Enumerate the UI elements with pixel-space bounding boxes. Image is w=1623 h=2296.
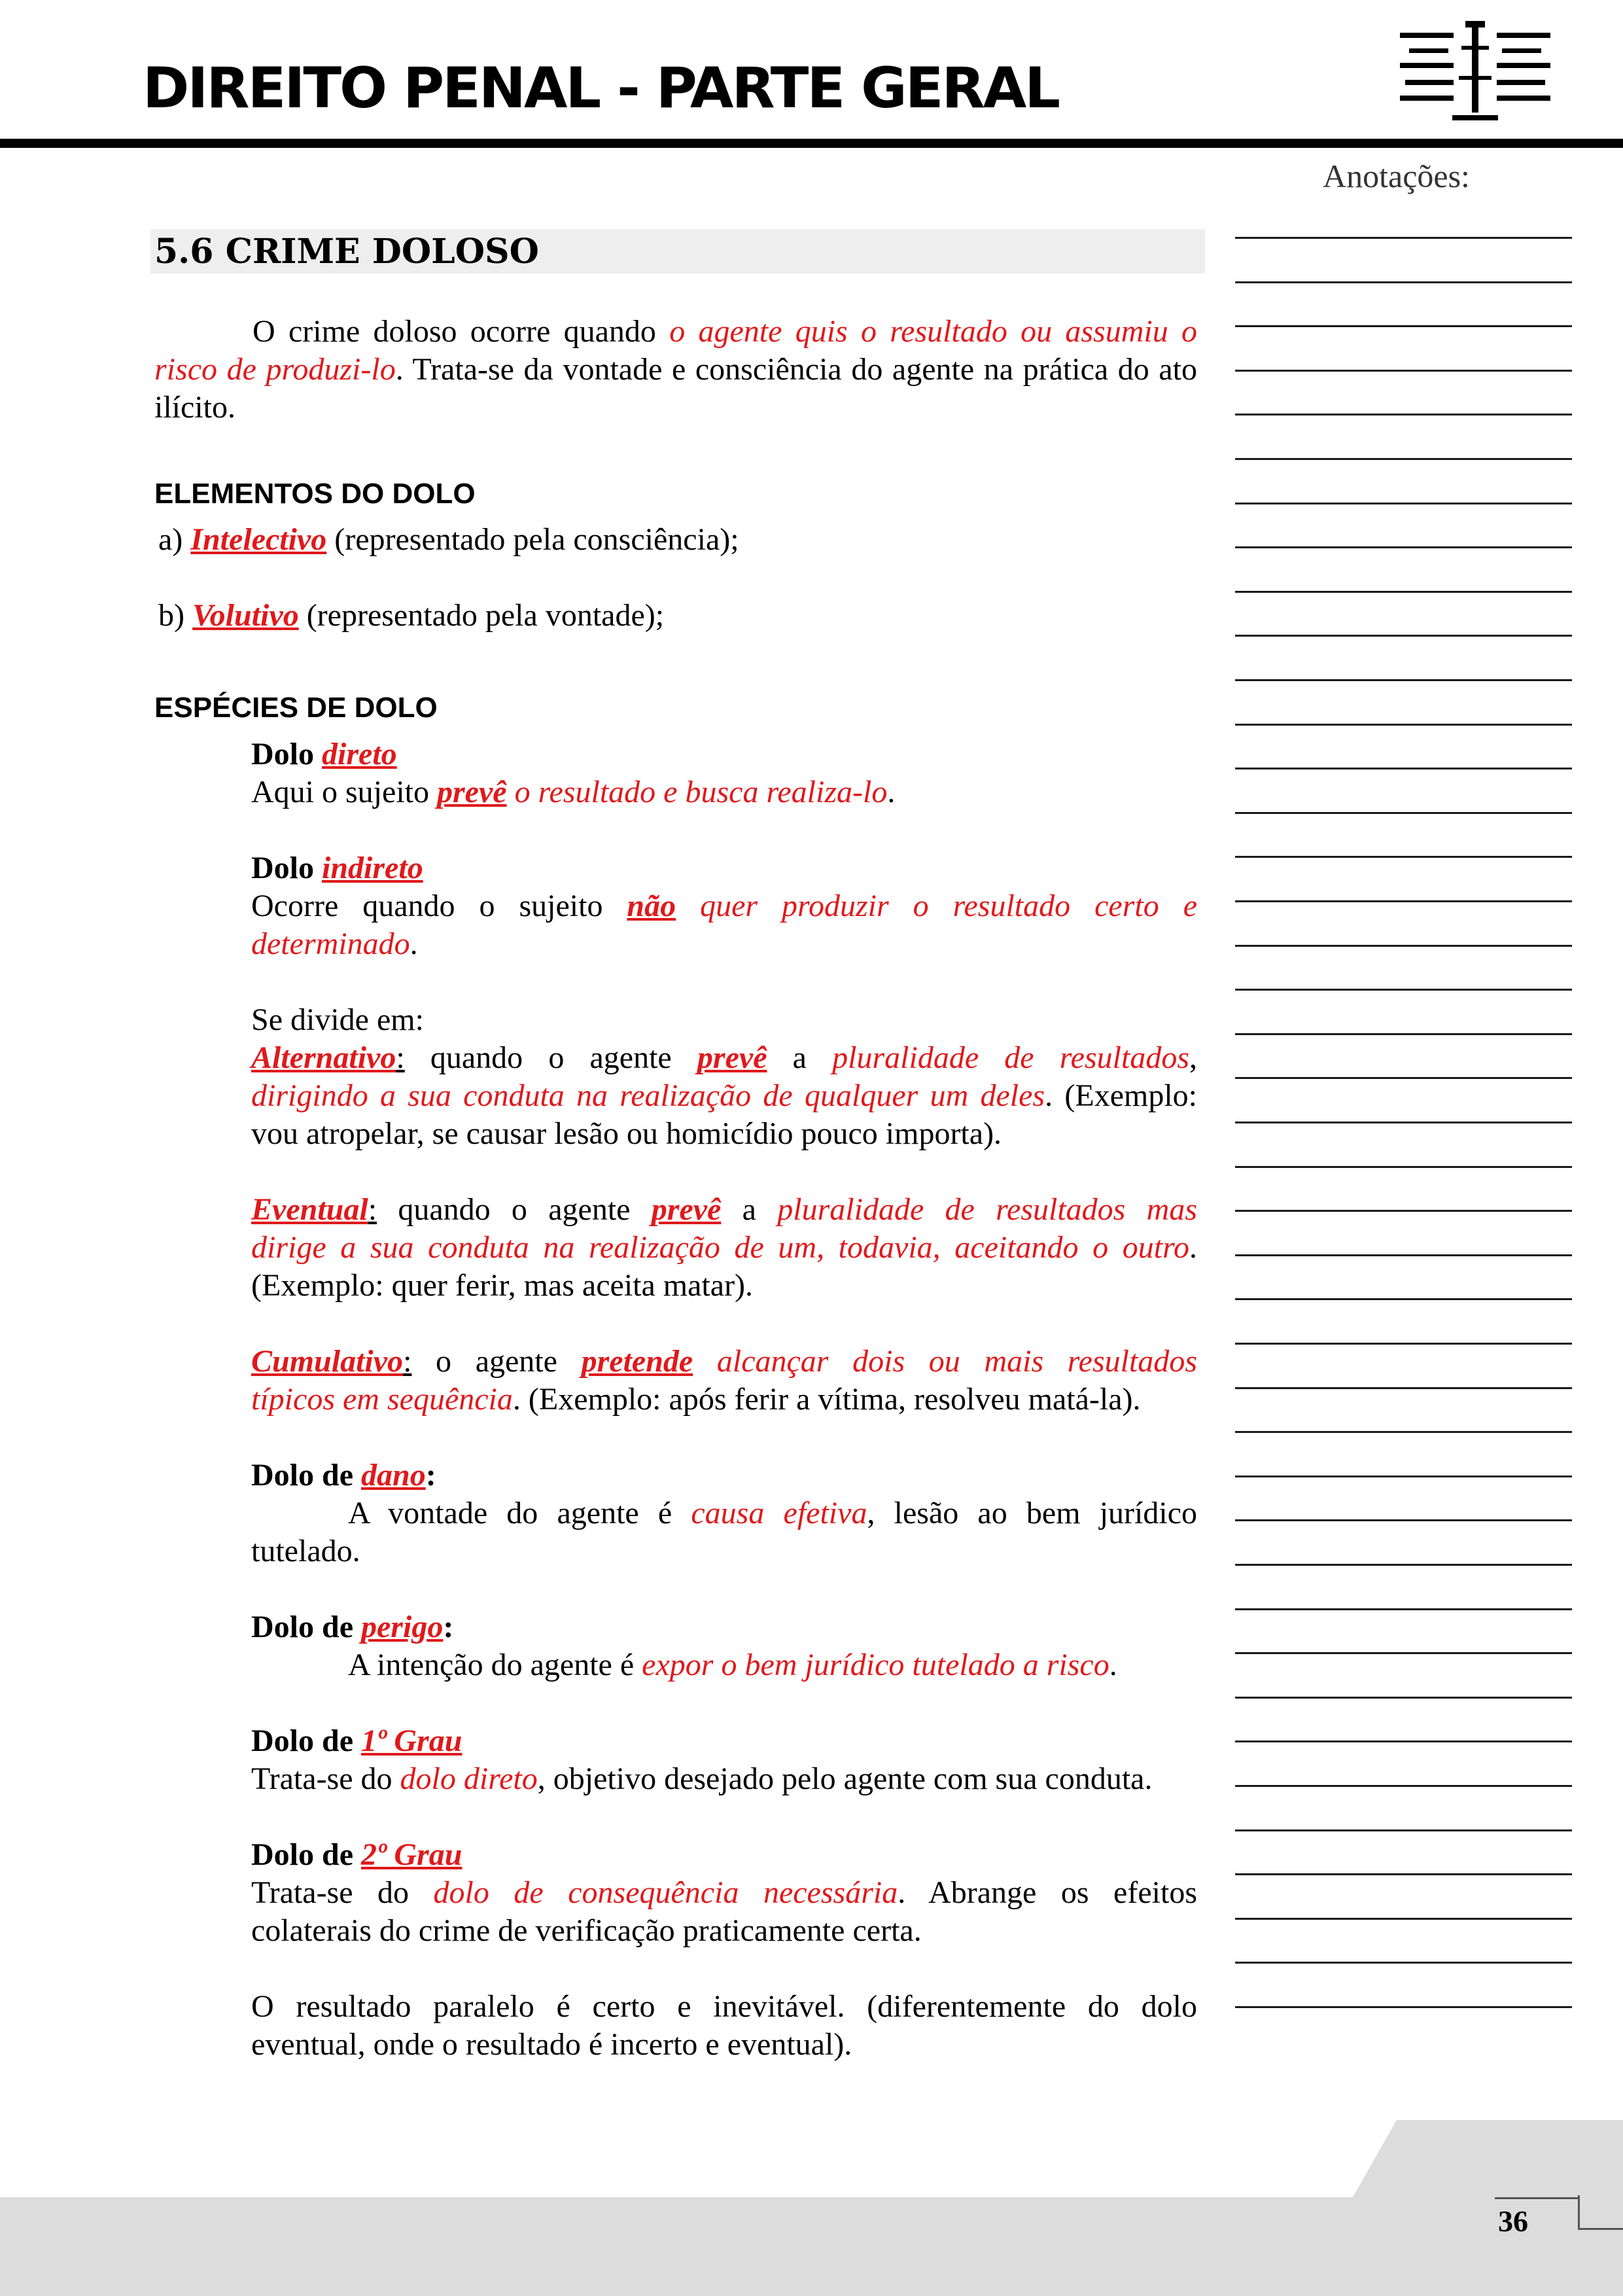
notes-line	[1235, 1210, 1572, 1212]
page-number: 36	[1498, 2204, 1528, 2238]
notes-line	[1235, 1564, 1572, 1566]
elemento-b: b) Volutivo (representado pela vontade);	[158, 598, 665, 633]
notes-line	[1235, 635, 1572, 637]
notes-line	[1235, 591, 1572, 593]
section-title: 5.6 CRIME DOLOSO	[154, 232, 539, 272]
dolo-indireto-line1: Ocorre quando o sujeito não quer produzir o resultado certo e	[251, 889, 1197, 923]
notes-line	[1235, 945, 1572, 947]
elementos-heading: ELEMENTOS DO DOLO	[154, 478, 476, 510]
dolo-2-grau-line1: Trata-se do dolo de consequência necessária. Abrange os efeitos	[251, 1875, 1197, 1910]
footer-tab-shape	[0, 2120, 1623, 2199]
notes-line	[1235, 1077, 1572, 1079]
notes-line	[1235, 458, 1572, 460]
notes-line	[1235, 1962, 1572, 1964]
notes-line	[1235, 679, 1572, 681]
paralelo-line2: eventual, onde o resultado é incerto e eventual).	[251, 2027, 852, 2062]
dolo-indireto-title: Dolo indireto	[251, 851, 423, 885]
notes-line	[1235, 1652, 1572, 1654]
footer-band	[0, 2197, 1623, 2296]
notes-line	[1235, 1918, 1572, 1920]
notes-label: Anotações:	[1323, 158, 1470, 194]
notes-line	[1235, 503, 1572, 504]
document-title: DIREITO PENAL - PARTE GERAL	[143, 56, 1059, 121]
eventual-line2: dirige a sua conduta na realização de um, todavia, aceitando o outro.	[251, 1230, 1197, 1265]
cumulativo-line1: Cumulativo: o agente pretende alcançar dois ou mais resultados	[251, 1344, 1197, 1379]
notes-line	[1235, 370, 1572, 372]
scales-of-justice-logo	[1400, 20, 1550, 124]
notes-line	[1235, 724, 1572, 726]
notes-line	[1235, 1431, 1572, 1433]
notes-line	[1235, 1873, 1572, 1875]
notes-line	[1235, 989, 1572, 991]
notes-line	[1235, 1829, 1572, 1831]
notes-line	[1235, 237, 1572, 239]
dolo-dano-title: Dolo de dano:	[251, 1458, 436, 1492]
dolo-dano-line2: tutelado.	[251, 1534, 360, 1568]
dolo-perigo-title: Dolo de perigo:	[251, 1610, 454, 1644]
dolo-direto-title: Dolo direto	[251, 737, 397, 771]
notes-line	[1235, 1387, 1572, 1389]
elemento-a: a) Intelectivo (representado pela consciência);	[158, 522, 739, 557]
notes-line	[1235, 1254, 1572, 1256]
notes-line	[1235, 281, 1572, 283]
notes-line	[1235, 1608, 1572, 1610]
notes-line	[1235, 856, 1572, 858]
notes-line	[1235, 546, 1572, 548]
notes-line	[1235, 2006, 1572, 2008]
header-rule	[0, 139, 1623, 148]
notes-line	[1235, 1033, 1572, 1035]
notes-line	[1235, 1785, 1572, 1787]
notes-line	[1235, 414, 1572, 415]
cumulativo-line2: típicos em sequência. (Exemplo: após ferir a vítima, resolveu matá-la).	[251, 1382, 1141, 1417]
especies-heading: ESPÉCIES DE DOLO	[154, 692, 438, 724]
dolo-2-grau-title: Dolo de 2º Grau	[251, 1837, 462, 1872]
alternativo-line1: Alternativo: quando o agente prevê a pluralidade de resultados,	[251, 1040, 1197, 1075]
page-box-bottom	[1578, 2228, 1623, 2230]
notes-line	[1235, 325, 1572, 327]
notes-line	[1235, 768, 1572, 769]
paralelo-line1: O resultado paralelo é certo e inevitável. (diferentemente do dolo	[251, 1989, 1197, 2024]
divide-label: Se divide em:	[251, 1002, 424, 1037]
notes-line	[1235, 812, 1572, 814]
intro-paragraph: O crime doloso ocorre quando o agente quis o resultado ou assumiu o risco de produzi-lo. Trata-se da vontade e consciência do agente na prática do ato ilícito.	[154, 314, 1198, 425]
notes-line	[1235, 1697, 1572, 1699]
dolo-perigo-text: A intenção do agente é expor o bem jurídico tutelado a risco.	[348, 1648, 1117, 1682]
alternativo-line2: dirigindo a sua conduta na realização de qualquer um deles. (Exemplo:	[251, 1078, 1198, 1113]
notes-line	[1235, 1298, 1572, 1300]
dolo-dano-line1: A vontade do agente é causa efetiva, lesão ao bem jurídico	[348, 1496, 1198, 1530]
alternativo-line3: vou atropelar, se causar lesão ou homicídio pouco importa).	[251, 1116, 1002, 1151]
dolo-indireto-line2: determinado.	[251, 927, 418, 961]
notes-line	[1235, 1740, 1572, 1742]
notes-line	[1235, 900, 1572, 902]
notes-line	[1235, 1343, 1572, 1345]
page-box-top	[1495, 2197, 1579, 2199]
dolo-1-grau-text: Trata-se do dolo direto, objetivo desejado pelo agente com sua conduta.	[251, 1761, 1153, 1796]
notes-line	[1235, 1122, 1572, 1123]
dolo-2-grau-line2: colaterais do crime de verificação praticamente certa.	[251, 1913, 922, 1948]
eventual-line3: (Exemplo: quer ferir, mas aceita matar).	[251, 1268, 754, 1303]
dolo-1-grau-title: Dolo de 1º Grau	[251, 1723, 462, 1758]
dolo-direto-text: Aqui o sujeito prevê o resultado e busca realiza-lo.	[251, 775, 896, 809]
page-box-side	[1578, 2195, 1580, 2229]
notes-line	[1235, 1519, 1572, 1521]
notes-line	[1235, 1166, 1572, 1168]
eventual-line1: Eventual: quando o agente prevê a pluralidade de resultados mas	[251, 1192, 1198, 1227]
notes-line	[1235, 1475, 1572, 1477]
